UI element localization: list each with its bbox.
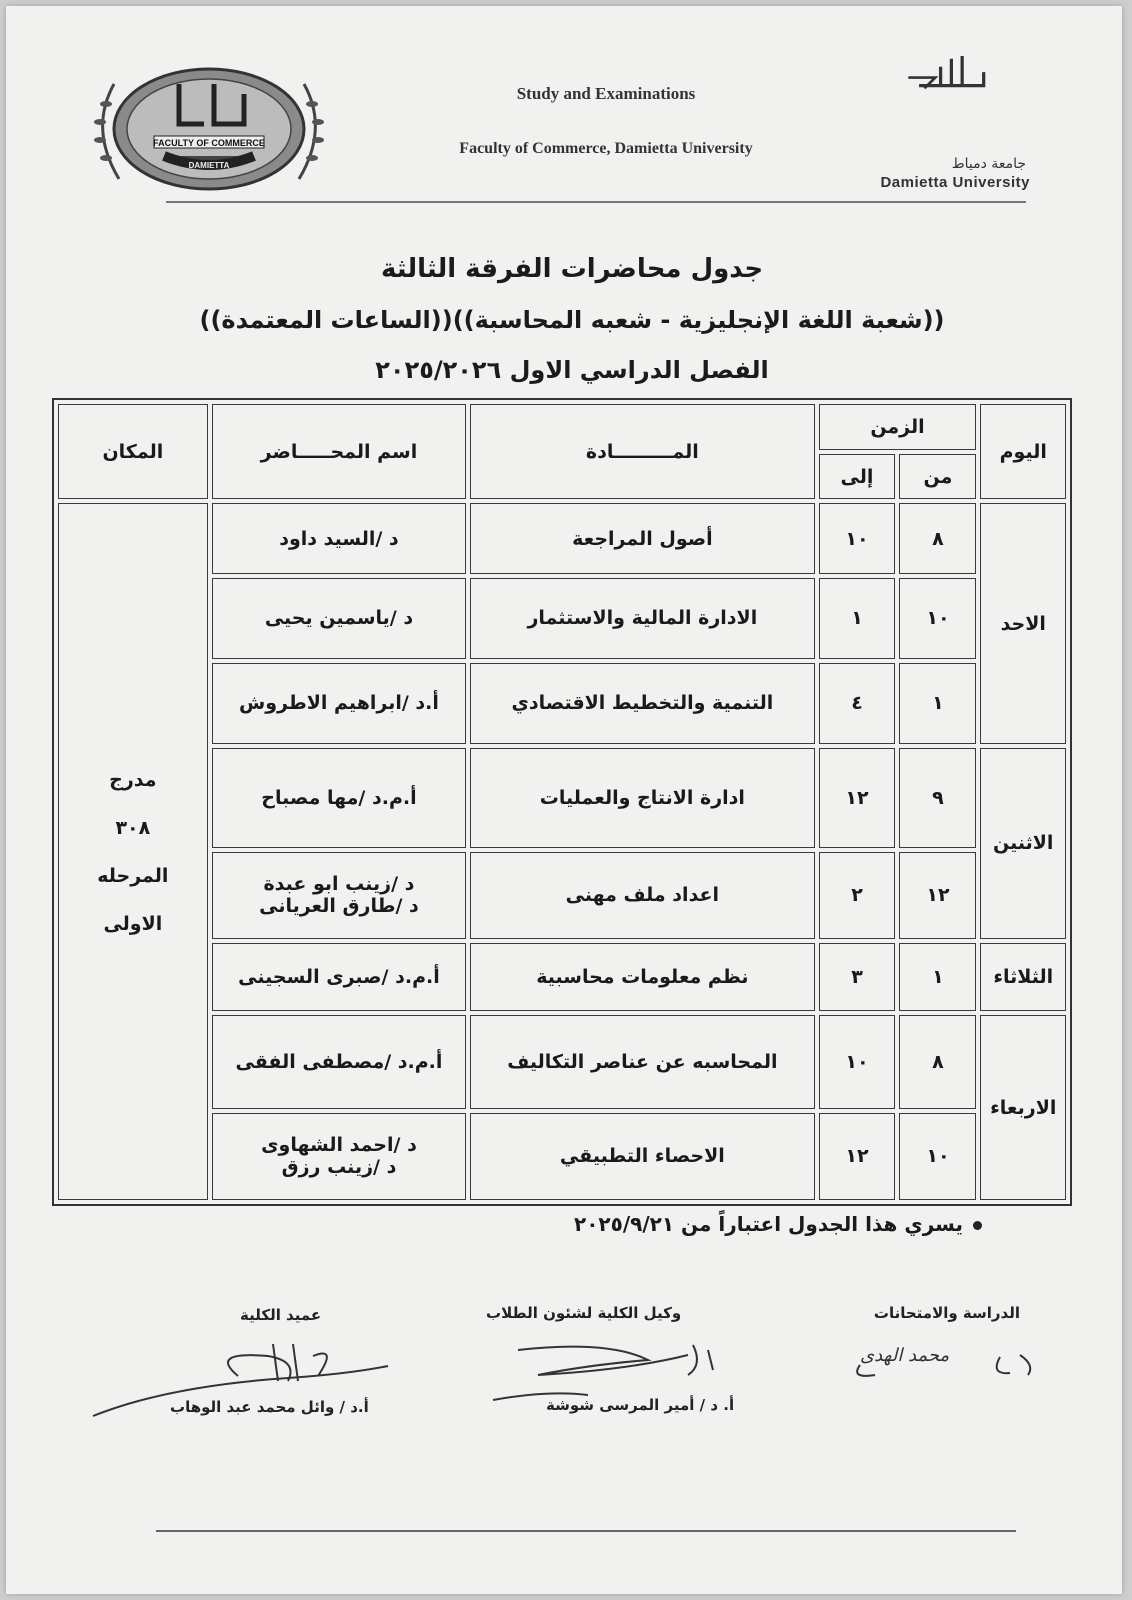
table-row [58, 663, 1066, 744]
vice-dean-signature-name: أ. د / أمير المرسى شوشة [546, 1396, 735, 1414]
lecturer-cell: أ.م.د /مها مصباح [212, 748, 466, 848]
from-cell: ٨ [899, 503, 976, 574]
subject-cell: ادارة الانتاج والعمليات [470, 748, 814, 848]
header-subject: المـــــــــادة [470, 404, 814, 499]
university-name-ar: جامعة دمياط [951, 156, 1026, 172]
place-line: مدرج [109, 768, 157, 791]
from-cell: ٨ [899, 1015, 976, 1108]
vice-dean-signature-title: وكيل الكلية لشئون الطلاب [486, 1304, 682, 1322]
from-cell: ٩ [899, 748, 976, 848]
lecturer-cell [212, 852, 466, 939]
lecturer-cell: أ.د /ابراهيم الاطروش [212, 663, 466, 744]
to-cell: ١٠ [819, 1015, 896, 1108]
schedule-table [52, 398, 1072, 1206]
lecturer-cell: د /ياسمين يحيى [212, 578, 466, 659]
bullet-icon [973, 1221, 982, 1230]
table-header-row [58, 404, 1066, 450]
effective-date-note [574, 1212, 982, 1236]
page-header [66, 56, 1056, 206]
from-cell: ١ [899, 943, 976, 1012]
table-row [58, 852, 1066, 939]
footer-divider [156, 1530, 1016, 1532]
subject-cell: الادارة المالية والاستثمار [470, 578, 814, 659]
from-cell: ١ [899, 663, 976, 744]
from-cell: ١٢ [899, 852, 976, 939]
to-cell: ٤ [819, 663, 896, 744]
place-cell [58, 503, 208, 1200]
day-cell: الاثنين [980, 748, 1066, 939]
study-exams-signature-icon [850, 1345, 1050, 1385]
day-cell: الاحد [980, 503, 1066, 744]
title-line-2: ((شعبة اللغة الإنجليزية - شعبه المحاسبة))((الساعات المعتمدة)) [199, 306, 945, 334]
table-row [58, 943, 1066, 1012]
study-exams-signature-title: الدراسة والامتحانات [873, 1304, 1020, 1322]
lecturer-line: د /زينب رزق [281, 1156, 397, 1179]
lecturer-line: د /طارق العريانى [259, 895, 419, 918]
place-line: الاولى [103, 912, 163, 935]
lecturer-cell: أ.م.د /مصطفى الفقى [212, 1015, 466, 1108]
lecturer-line: د /زينب ابو عبدة [263, 873, 415, 896]
subject-cell: اعداد ملف مهنى [470, 852, 814, 939]
to-cell: ٣ [819, 943, 896, 1012]
header-to: إلى [819, 454, 896, 500]
study-exams-heading: Study and Examinations [516, 84, 696, 103]
title-line-3: الفصل الدراسي الاول ٢٠٢٥/٢٠٢٦ [375, 356, 769, 384]
svg-text:FACULTY OF COMMERCE: FACULTY OF COMMERCE [153, 138, 265, 148]
faculty-heading: Faculty of Commerce, Damietta University [459, 140, 753, 157]
day-cell: الاربعاء [980, 1015, 1066, 1200]
place-line: ٣٠٨ [115, 816, 151, 839]
subject-cell: التنمية والتخطيط الاقتصادي [470, 663, 814, 744]
table-row [58, 1113, 1066, 1200]
study-exams-handwritten-signature: محمد الهدى [860, 1345, 950, 1366]
header-from: من [899, 454, 976, 500]
to-cell: ١٢ [819, 748, 896, 848]
lecturer-cell: د /السيد داود [212, 503, 466, 574]
to-cell: ١٠ [819, 503, 896, 574]
lecturer-cell: أ.م.د /صبرى السجينى [212, 943, 466, 1012]
table-row [58, 748, 1066, 848]
header-time: الزمن [819, 404, 977, 450]
place-line: المرحله [97, 864, 169, 887]
faculty-logo-icon [84, 64, 334, 194]
to-cell: ١٢ [819, 1113, 896, 1200]
table-row [58, 503, 1066, 574]
dean-signature-name: أ.د / وائل محمد عبد الوهاب [170, 1398, 369, 1416]
header-place: المكان [58, 404, 208, 499]
lecturer-cell [212, 1113, 466, 1200]
to-cell: ١ [819, 578, 896, 659]
from-cell: ١٠ [899, 578, 976, 659]
lecturer-line: د /احمد الشهاوى [261, 1134, 417, 1157]
header-day: اليوم [980, 404, 1066, 499]
subject-cell: الاحصاء التطبيقي [470, 1113, 814, 1200]
table-row [58, 1015, 1066, 1108]
from-cell: ١٠ [899, 1113, 976, 1200]
note-text: يسري هذا الجدول اعتباراً من ٢٠٢٥/٩/٢١ [573, 1212, 963, 1236]
header-lecturer: اسم المحـــــاضر [212, 404, 466, 499]
subject-cell: أصول المراجعة [470, 503, 814, 574]
university-name-en: Damietta University [880, 174, 1030, 191]
svg-text:DAMIETTA: DAMIETTA [188, 161, 230, 170]
to-cell: ٢ [819, 852, 896, 939]
dean-signature-title: عميد الكلية [240, 1306, 322, 1324]
university-logo-icon [836, 56, 1056, 126]
title-line-1: جدول محاضرات الفرقة الثالثة [380, 254, 764, 284]
header-divider [166, 201, 1026, 203]
day-cell: الثلاثاء [980, 943, 1066, 1012]
subject-cell: المحاسبه عن عناصر التكاليف [470, 1015, 814, 1108]
table-row [58, 578, 1066, 659]
subject-cell: نظم معلومات محاسبية [470, 943, 814, 1012]
